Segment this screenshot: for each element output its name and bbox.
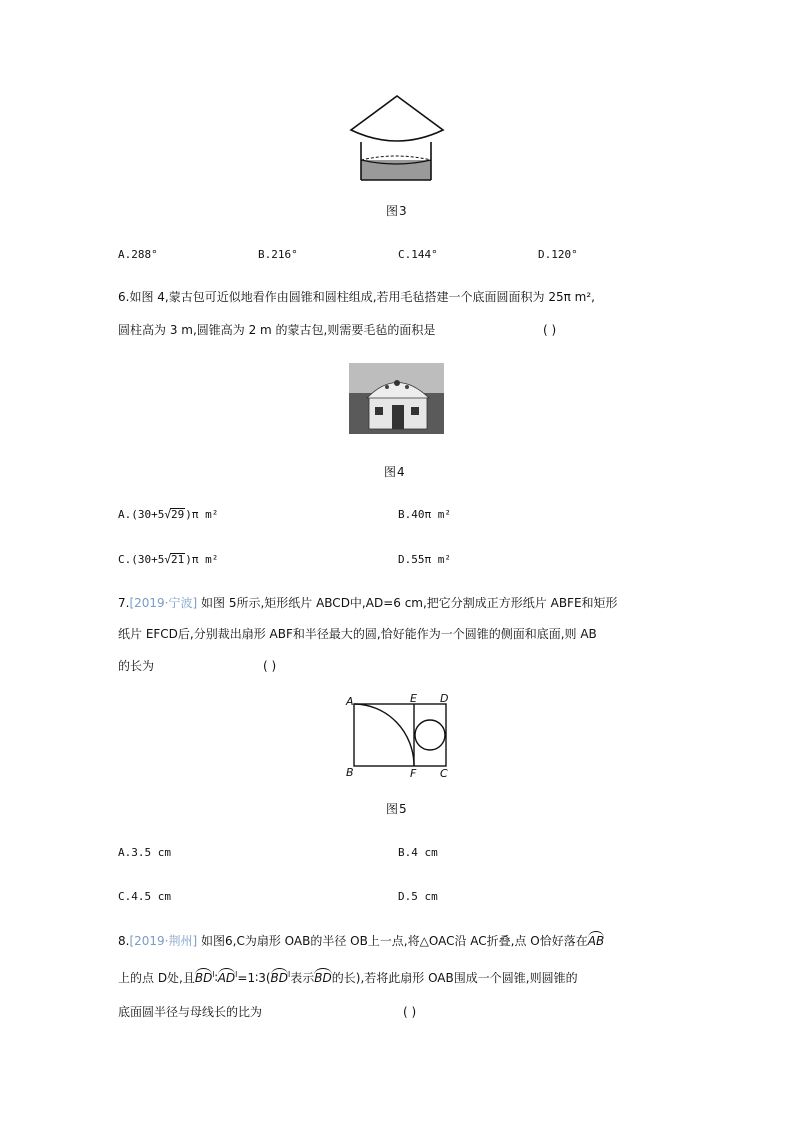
q6-option-b[interactable]: B.40π m²: [398, 508, 451, 521]
q7-number: 7.: [118, 596, 130, 610]
q8-arc-ab: AB: [587, 934, 605, 948]
q6-text-line1: 6.如图 4,蒙古包可近似地看作由圆锥和圆柱组成,若用毛毡搭建一个底面圆面积为 25π m²,: [118, 290, 595, 304]
q8-note-end: 的长),若将此扇形 OAB围成一个圆锥,则圆锥的: [331, 971, 578, 985]
q8-ratio-end: =1∶3(: [237, 971, 271, 985]
q8-note-mid: 表示: [290, 971, 315, 985]
figure-3-cone-cylinder: [345, 94, 445, 184]
fig5-label-c: C: [440, 767, 448, 780]
q7-line1-rest: 如图 5所示,矩形纸片 ABCD中,AD=6 cm,把它分割成正方形纸片 ABFE和矩形: [201, 596, 618, 610]
q6-option-c[interactable]: C.(30+5√21)π m²: [118, 553, 219, 566]
q6-option-d[interactable]: D.55π m²: [398, 553, 451, 566]
q8-number: 8.: [118, 934, 130, 948]
q8-l-mark-1: l: [212, 970, 215, 979]
q8-line1-rest: 如图6,C为扇形 OAB的半径 OB上一点,将△OAC沿 AC折叠,点 O恰好落在: [201, 934, 588, 948]
q8-arc-bd-note: BD: [270, 971, 289, 985]
q6-option-c-prefix: C.(30+5: [118, 553, 165, 566]
q8-arc-bd: BD: [194, 971, 213, 985]
q8-text-line2: [118, 971, 578, 984]
fig5-label-b: B: [346, 766, 354, 779]
fig5-label-a: A: [346, 695, 354, 708]
q8-line2-start: 上的点 D处,且: [118, 971, 195, 985]
q5-option-c[interactable]: C.144°: [398, 248, 438, 261]
figure-5-rectangle-diagram: [340, 692, 460, 782]
q7-option-a[interactable]: A.3.5 cm: [118, 846, 171, 859]
q8-arc-bd-note2: BD: [314, 971, 332, 985]
q8-l-mark-2: l: [235, 970, 238, 979]
figure-4-caption: 图4: [384, 465, 406, 479]
q7-option-d[interactable]: D.5 cm: [398, 890, 438, 903]
q6-option-a[interactable]: A.(30+5√29)π m²: [118, 508, 219, 521]
q5-option-b[interactable]: B.216°: [258, 248, 298, 261]
figure-5-caption: 图5: [386, 802, 408, 816]
q5-option-d[interactable]: D.120°: [538, 248, 578, 261]
q6-answer-paren[interactable]: ( ): [543, 323, 557, 337]
q7-option-b[interactable]: B.4 cm: [398, 846, 438, 859]
q6-text-line2: 圆柱高为 3 m,圆锥高为 2 m 的蒙古包,则需要毛毡的面积是: [118, 323, 436, 337]
q6-option-a-prefix: A.(30+5: [118, 508, 165, 521]
q8-arc-ad: AD: [217, 971, 236, 985]
fig5-label-e: E: [410, 692, 417, 705]
q7-text-line3: 的长为: [118, 659, 155, 673]
q8-l-mark-3: l: [288, 970, 291, 979]
q6-option-a-suffix: )π m²: [185, 508, 219, 521]
figure-4-yurt-photo: [349, 363, 444, 434]
q8-ratio-sep: ∶: [214, 971, 218, 985]
q7-answer-paren[interactable]: ( ): [263, 659, 277, 673]
q6-option-c-radicand: 21: [170, 553, 185, 566]
fig5-label-d: D: [440, 692, 449, 705]
fig5-label-f: F: [410, 767, 417, 780]
q7-text-line1: [118, 597, 618, 609]
q6-option-c-suffix: )π m²: [185, 553, 219, 566]
q7-option-c[interactable]: C.4.5 cm: [118, 890, 171, 903]
q8-source: [2019·荆州]: [129, 934, 198, 948]
q7-text-line2: 纸片 EFCD后,分别裁出扇形 ABF和半径最大的圆,恰好能作为一个圆锥的侧面和底面,则 AB: [118, 627, 597, 641]
q7-source: [2019·宁波]: [129, 596, 198, 610]
q8-answer-paren[interactable]: ( ): [403, 1005, 417, 1019]
q8-text-line3: 底面圆半径与母线长的比为: [118, 1005, 263, 1019]
yurt-image: [349, 363, 444, 434]
q8-text-line1: [118, 935, 604, 947]
q5-option-a[interactable]: A.288°: [118, 248, 158, 261]
q6-option-a-radicand: 29: [170, 508, 185, 521]
figure-3-caption: 图3: [386, 204, 408, 218]
